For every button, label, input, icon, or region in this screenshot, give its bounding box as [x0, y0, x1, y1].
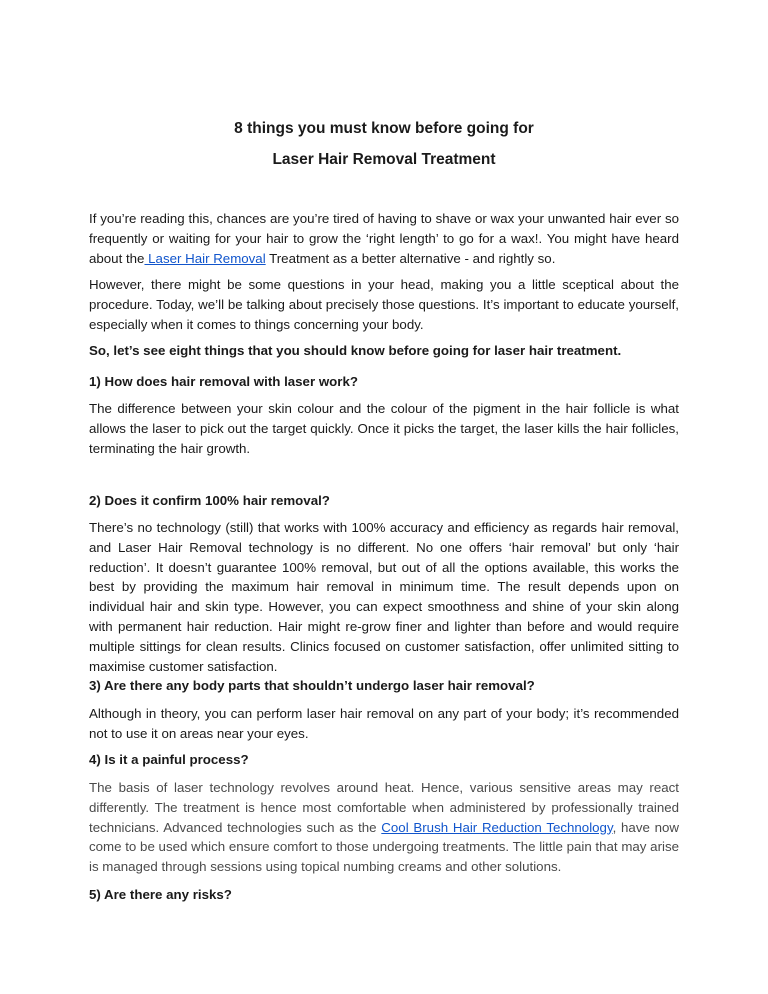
section-4-body [89, 778, 679, 877]
section-4-heading: 4) Is it a painful process? [89, 752, 249, 767]
section-2-heading: 2) Does it confirm 100% hair removal? [89, 493, 330, 508]
laser-hair-removal-link[interactable]: Laser Hair Removal [144, 250, 266, 266]
lead-sentence: So, let’s see eight things that you should know before going for laser hair treatment. [89, 343, 622, 358]
section-3-body: Although in theory, you can perform laser hair removal on any part of your body; it’s recommended not to use it on areas near your eyes. [89, 706, 679, 741]
section-1-body: The difference between your skin colour and the colour of the pigment in the hair follicle is what allows the laser to pick out the target quickly. Once it picks the target, the laser kills the hair follicles, terminating the hair growth. [89, 401, 679, 456]
section-4-text-after-link: , have now come to be used which ensure comfort to those undergoing treatments. The little pain that may arise is managed through sessions using topical numbing creams and other solutions. [89, 819, 679, 875]
intro-text-after-link: Treatment as a better alternative - and rightly so. [265, 250, 556, 266]
section-4-text-before-link: The basis of laser technology revolves around heat. Hence, various sensitive areas may react differently. The treatment is hence most comfortable when administered by professionally trained technicians. Advanced technologies such as the [89, 780, 679, 835]
cool-brush-technology-link[interactable]: Cool Brush Hair Reduction Technology [381, 819, 613, 835]
section-3-heading: 3) Are there any body parts that shouldn’t undergo laser hair removal? [89, 678, 535, 693]
document-title-line-1: 8 things you must know before going for [234, 120, 534, 137]
section-5-heading: 5) Are there any risks? [89, 887, 232, 902]
document-title-line-2: Laser Hair Removal Treatment [272, 151, 496, 168]
intro-text-before-link: If you’re reading this, chances are you’re tired of having to shave or wax your unwanted hair ever so frequently or waiting for your hair to grow the ‘right length’ to go for a wax!. You might have heard about the [89, 211, 679, 266]
section-2-body: There’s no technology (still) that works with 100% accuracy and efficiency as regards hair removal, and Laser Hair Removal technology is no different. No one offers ‘hair removal’ but only ‘hair reduction’. It doesn’t guarantee 100% removal, but out of all the options available, this works the best by providing the maximum hair removal in minimum time. The result depends upon on individual hair and skin type. However, you can expect smoothness and shine of your skin along with permanent hair reduction. Hair might re-grow finer and lighter than before and would require multiple sittings for clean results. Clinics focused on customer satisfaction, offer unlimited sitting to maximise customer satisfaction. [89, 520, 679, 674]
sceptical-paragraph: However, there might be some questions in your head, making you a little sceptical about the procedure. Today, we’ll be talking about precisely those questions. It’s important to educate yourself, especially when it comes to things concerning your body. [89, 277, 679, 332]
intro-paragraph [89, 209, 679, 268]
section-1-heading: 1) How does hair removal with laser work? [89, 374, 358, 389]
